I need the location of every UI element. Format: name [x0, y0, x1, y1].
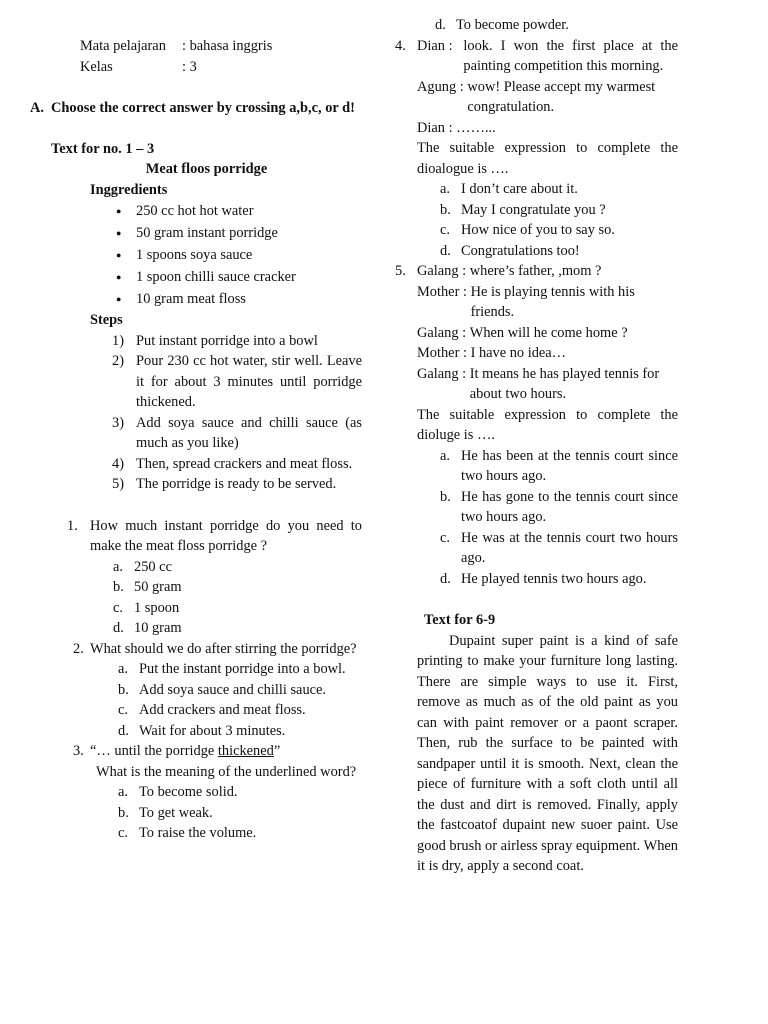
underlined-word: thickened	[217, 743, 274, 759]
option-a[interactable]: a. To become solid.	[118, 784, 238, 800]
question-5	[395, 261, 678, 282]
question-text: How much instant porridge do you need to make the meat floss porridge ?	[90, 517, 362, 554]
speaker: Mother :	[417, 283, 471, 300]
step-number: 2)	[112, 353, 124, 369]
subject-value: : bahasa inggris	[182, 38, 273, 54]
option-a[interactable]: a. He has been at the tennis court since two hours ago.	[440, 447, 678, 484]
ingredient-item: ● 50 gram instant porridge	[116, 222, 362, 244]
speech: He is playing tennis with his friends.	[470, 283, 635, 320]
dialogue-line	[417, 343, 678, 364]
option-a[interactable]: a. Put the instant porridge into a bowl.	[118, 661, 346, 677]
question-text: The suitable expression to complete the dioluge is ….	[417, 406, 678, 443]
subject-key: Mata pelajaran	[80, 38, 166, 54]
question-text: The suitable expression to complete the dioalogue is ….	[417, 140, 678, 177]
speaker: Dian :	[417, 37, 464, 54]
question-number: 3.	[73, 743, 84, 759]
step-item	[112, 474, 362, 495]
section-text: Choose the correct answer by crossing a,b,c, or d!	[51, 100, 355, 116]
ingredients-list	[30, 200, 362, 310]
quote-open: “… until the porridge	[90, 743, 218, 759]
question-3-options	[118, 782, 362, 844]
class-row	[80, 57, 362, 78]
question-text: What should we do after stirring the porridge?	[90, 640, 357, 657]
option-letter: d.	[435, 17, 446, 33]
dialogue-line	[417, 77, 678, 118]
dialogue-line	[417, 261, 678, 282]
text2-paragraph: Dupaint super paint is a kind of safe printing to make your furniture long lasting. There are simple ways to use it. First, remove as much as of the old paint as you can with paint remover or a paont scraper. Then, rub the surface to be painted with sandpaper until it is smooth. Next, clean the piece of furniture with a soft cloth until all the dust and dirt is removed. Finally, apply the fastcoatof dupaint new suoer paint. Use good brush or airless spray equipment. When it is dry, apply a second coat.	[417, 632, 678, 874]
question-number: 2.	[73, 640, 84, 657]
speech: where’s father, ,mom ?	[469, 263, 602, 279]
question-4	[395, 36, 678, 77]
speech: ……...	[456, 119, 496, 136]
option-b[interactable]: b. 50 gram	[113, 579, 182, 595]
steps-heading: Steps	[90, 312, 123, 328]
option-a[interactable]: a. I don’t care about it.	[440, 181, 578, 197]
step-text: Then, spread crackers and meat floss.	[136, 455, 353, 472]
question-text: What is the meaning of the underlined word?	[96, 763, 357, 780]
dialogue-line	[417, 323, 678, 344]
option-d[interactable]: d. Wait for about 3 minutes.	[118, 722, 286, 739]
step-number: 1)	[112, 332, 124, 349]
step-text: Put instant porridge into a bowl	[136, 332, 318, 349]
ingredient-item: ● 1 spoons soya sauce	[116, 244, 362, 266]
dialogue-line	[417, 282, 678, 323]
option-text: To become powder.	[456, 17, 569, 33]
text1-heading: Text for no. 1 – 3	[51, 140, 155, 157]
ingredient-item: ● 250 cc hot hot water	[116, 200, 362, 222]
question-number: 4.	[395, 37, 406, 54]
recipe-title: Meat floos porridge	[145, 161, 268, 177]
question-3	[73, 741, 362, 762]
dialogue-line	[417, 364, 678, 405]
step-item	[112, 454, 362, 475]
option-b[interactable]: b. May I congratulate you ?	[440, 201, 606, 218]
speech: look. I won the first place at the painting competition this morning.	[463, 37, 678, 74]
ingredient-item: ● 1 spoon chilli sauce cracker	[116, 266, 362, 288]
option-b[interactable]: b. Add soya sauce and chilli sauce.	[118, 681, 327, 698]
speaker: Agung :	[417, 78, 468, 95]
text2-heading: Text for 6-9	[424, 612, 496, 628]
option-c[interactable]: c. 1 spoon	[113, 599, 180, 616]
section-letter: A.	[30, 100, 44, 116]
option-d[interactable]: d. He played tennis two hours ago.	[440, 570, 647, 587]
step-number: 4)	[112, 455, 124, 472]
section-instruction	[30, 98, 362, 119]
step-number: 3)	[112, 414, 124, 431]
step-item	[112, 331, 362, 352]
step-text: The porridge is ready to be served.	[136, 476, 337, 492]
right-column	[395, 15, 678, 877]
question-1	[67, 516, 362, 557]
option-c[interactable]: c. Add crackers and meat floss.	[118, 702, 306, 718]
question-5-options	[440, 446, 678, 590]
speech: I have no idea…	[470, 345, 567, 361]
step-item	[112, 351, 362, 413]
question-4-options	[440, 179, 678, 261]
speech: When will he come home ?	[469, 324, 628, 341]
subject-row	[80, 36, 362, 57]
step-text: Add soya sauce and chilli sauce (as much as you like)	[136, 414, 362, 451]
quote-close: ”	[273, 743, 281, 759]
option-d[interactable]: d. 10 gram	[113, 620, 182, 636]
dialogue-line	[417, 118, 678, 139]
question-3-option-d[interactable]	[435, 15, 678, 36]
option-d[interactable]: d. Congratulations too!	[440, 242, 580, 259]
question-number: 5.	[395, 263, 406, 279]
option-a[interactable]: a. 250 cc	[113, 558, 172, 575]
speaker: Galang :	[417, 365, 470, 382]
question-2	[73, 639, 362, 660]
speech: wow! Please accept my warmest congratulation.	[467, 78, 656, 115]
steps-list	[112, 331, 362, 495]
speech: It means he has played tennis for about two hours.	[469, 365, 660, 402]
question-2-options	[118, 659, 362, 741]
speaker: Dian :	[417, 119, 457, 136]
question-1-options	[113, 557, 362, 639]
speaker: Mother :	[417, 345, 471, 361]
option-c[interactable]: c. How nice of you to say so.	[440, 222, 615, 238]
speaker: Galang :	[417, 263, 470, 279]
left-column	[30, 36, 362, 844]
question-quote	[90, 741, 362, 762]
step-text: Pour 230 cc hot water, stir well. Leave it for about 3 minutes until porridge thickened.	[136, 353, 362, 410]
dialogue-line	[417, 36, 678, 77]
question-number: 1.	[67, 517, 78, 534]
class-value: : 3	[182, 58, 197, 75]
option-c[interactable]: c. To raise the volume.	[118, 825, 257, 841]
option-b[interactable]: b. He has gone to the tennis court since two hours ago.	[440, 488, 678, 525]
speaker: Galang :	[417, 324, 470, 341]
option-b[interactable]: b. To get weak.	[118, 804, 213, 821]
step-number: 5)	[112, 476, 124, 492]
step-item	[112, 413, 362, 454]
ingredient-item: ● 10 gram meat floss	[116, 288, 362, 310]
class-key: Kelas	[80, 58, 113, 75]
option-c[interactable]: c. He was at the tennis court two hours ago.	[440, 529, 678, 566]
ingredients-heading: Inggredients	[90, 181, 168, 198]
